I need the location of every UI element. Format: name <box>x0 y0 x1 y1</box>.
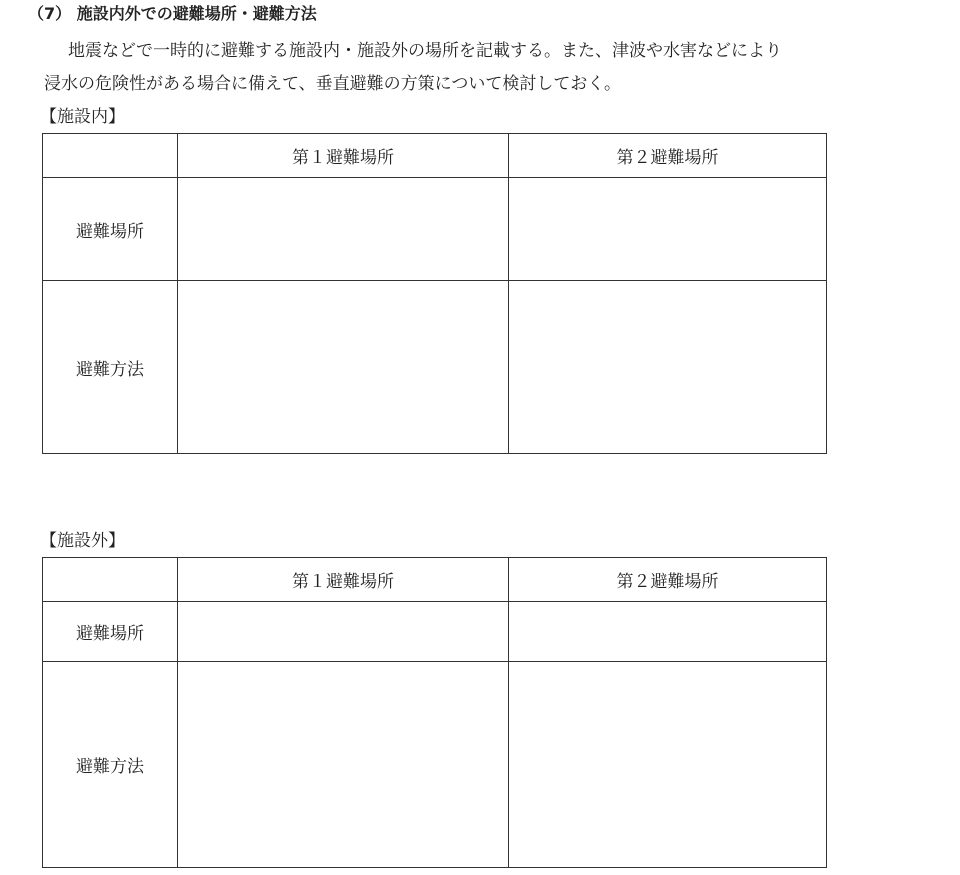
indoor-row-location <box>43 178 827 281</box>
indoor-location-first-cell[interactable] <box>178 178 509 281</box>
outdoor-evacuation-table <box>42 557 827 868</box>
outdoor-header-second-site: 第２避難場所 <box>509 558 827 602</box>
outdoor-method-second-cell[interactable] <box>509 662 827 868</box>
outdoor-section-label: 【施設外】 <box>40 531 125 551</box>
indoor-evacuation-table <box>42 133 827 454</box>
outdoor-row-label-method: 避難方法 <box>43 662 178 868</box>
outdoor-method-first-cell[interactable] <box>178 662 509 868</box>
outdoor-location-second-cell[interactable] <box>509 602 827 662</box>
outdoor-row-label-location: 避難場所 <box>43 602 178 662</box>
indoor-header-first-site: 第１避難場所 <box>178 134 509 178</box>
indoor-header-row <box>43 134 827 178</box>
indoor-row-label-location: 避難場所 <box>43 178 178 281</box>
indoor-header-second-site: 第２避難場所 <box>509 134 827 178</box>
outdoor-row-location <box>43 602 827 662</box>
outdoor-header-first-site: 第１避難場所 <box>178 558 509 602</box>
indoor-row-label-method: 避難方法 <box>43 281 178 454</box>
indoor-location-second-cell[interactable] <box>509 178 827 281</box>
description-line-2: 浸水の危険性がある場合に備えて、垂直避難の方策について検討しておく。 <box>44 74 621 94</box>
description-paragraph <box>44 35 934 101</box>
outdoor-header-corner <box>43 558 178 602</box>
indoor-row-method <box>43 281 827 454</box>
outdoor-header-row <box>43 558 827 602</box>
indoor-header-corner <box>43 134 178 178</box>
indoor-method-first-cell[interactable] <box>178 281 509 454</box>
indoor-method-second-cell[interactable] <box>509 281 827 454</box>
outdoor-row-method <box>43 662 827 868</box>
outdoor-location-first-cell[interactable] <box>178 602 509 662</box>
description-line-1: 地震などで一時的に避難する施設内・施設外の場所を記載する。また、津波や水害などにより <box>68 41 782 61</box>
indoor-section-label: 【施設内】 <box>40 107 125 127</box>
section-heading: （7） 施設内外での避難場所・避難方法 <box>28 4 317 23</box>
